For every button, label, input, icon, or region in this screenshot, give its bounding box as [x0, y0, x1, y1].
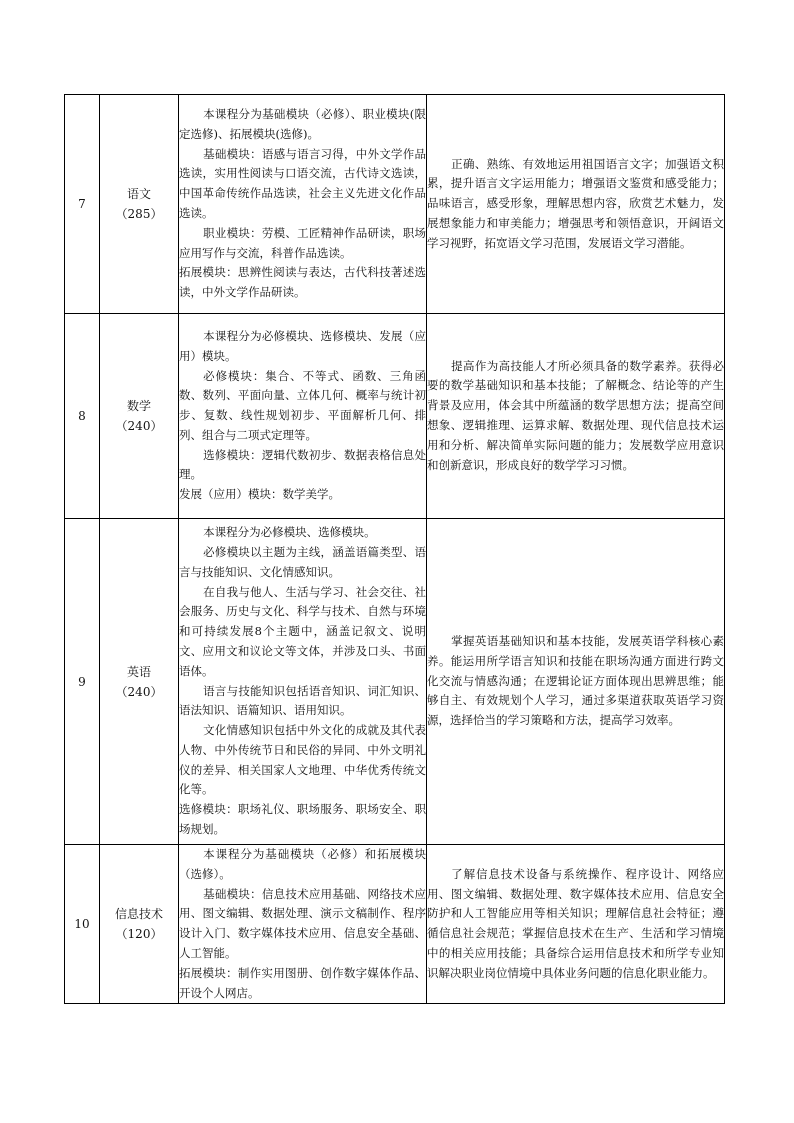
content-paragraph: 本课程分为必修模块、选修模块、发展（应用）模块。 [179, 328, 426, 363]
course-name: 数学 [126, 399, 151, 413]
course-goal-cell [427, 845, 725, 1004]
course-hours: （285） [115, 207, 163, 221]
row-number-cell: 7 [65, 95, 100, 314]
course-goal-cell [427, 519, 725, 845]
course-goal-cell [427, 95, 725, 314]
content-paragraph: 基础模块：信息技术应用基础、网络技术应用、图文编辑、数据处理、演示文稿制作、程序设计入门、数字媒体技术应用、信息安全基础、人工智能。 [179, 886, 426, 960]
content-paragraph: 语言与技能知识包括语音知识、词汇知识、语法知识、语篇知识、语用知识。 [179, 683, 426, 718]
course-name-cell [100, 519, 179, 845]
content-paragraph: 在自我与他人、生活与学习、社会交往、社会服务、历史与文化、科学与技术、自然与环境和可持续发展8个主题中，涵盖记叙文、说明文、应用文和议论文等文体，并涉及口头、书面语体。 [179, 584, 426, 678]
content-paragraph: 本课程分为基础模块（必修）、职业模块(限定选修)、拓展模块(选修)。 [179, 107, 426, 141]
content-paragraph: 本课程分为基础模块（必修）和拓展模块（选修）。 [179, 847, 426, 881]
course-hours: （240） [115, 684, 163, 699]
content-paragraph: 职业模块：劳模、工匠精神作品研读，职场应用写作与交流，科普作品选读。 [179, 225, 426, 260]
course-name: 英语 [126, 664, 151, 679]
content-paragraph: 拓展模块：制作实用图册、创作数字媒体作品、开设个人网店。 [179, 965, 426, 1000]
content-paragraph: 基础模块：语感与语言习得，中外文学作品选读，实用性阅读与口语交流，古代诗文选读，中国革命传统作品选读，社会主义先进文化作品选读。 [179, 146, 426, 220]
course-content-cell [179, 95, 427, 314]
content-paragraph: 选修模块：逻辑代数初步、数据表格信息处理。 [179, 447, 426, 482]
course-hours: （120） [115, 927, 163, 942]
content-paragraph: 发展（应用）模块：数学美学。 [179, 487, 340, 502]
table-row [65, 519, 725, 845]
course-hours: （240） [115, 419, 163, 433]
goal-paragraph: 掌握英语基础知识和基本技能，发展英语学科核心素养。能运用所学语言知识和技能在职场沟通方面进行跨文化交流与情感沟通；在逻辑论证方面体现出思辨思维；能够自主、有效规划个人学习，通过多渠道获取英语学习资源，选择恰当的学习策略和方法，提高学习效率。 [427, 634, 724, 728]
content-paragraph: 必修模块：集合、不等式、函数、三角函数、数列、平面向量、立体几何、概率与统计初步、复数、线性规划初步、平面解析几何、排列、组合与二项式定理等。 [179, 368, 426, 442]
table-row [65, 314, 725, 519]
goal-paragraph: 提高作为高技能人才所必须具备的数学素养。获得必要的数学基础知识和基本技能；了解概念、结论等的产生背景及应用，体会其中所蕴涵的数学思想方法；提高空间想象、逻辑推理、运算求解、数据处理、现代信息技术运用和分析、解决简单实际问题的能力；发展数学应用意识和创新意识，形成良好的数学学习习惯。 [427, 358, 724, 472]
table-row [65, 845, 725, 1004]
table-row [65, 95, 725, 314]
goal-paragraph: 了解信息技术设备与系统操作、程序设计、网络应用、图文编辑、数据处理、数字媒体技术应用、信息安全防护和人工智能应用等相关知识；理解信息社会特征；遵循信息社会规范；掌握信息技术在生产、生活和学习情境中的相关应用技能；具备综合运用信息技术和所学专业知识解决职业岗位情境中具体业务问题的信息化职业能力。 [427, 866, 724, 980]
goal-paragraph: 正确、熟练、有效地运用祖国语言文字；加强语文积累，提升语言文字运用能力；增强语文鉴赏和感受能力；品味语言，感受形象，理解思想内容，欣赏艺术魅力，发展想象能力和审美能力；增强思考和领悟意识，开阔语文学习视野，拓宽语文学习范围，发展语文学习潜能。 [427, 156, 724, 250]
course-name-cell [100, 845, 179, 1004]
course-name-cell [100, 95, 179, 314]
course-name: 信息技术 [114, 907, 163, 922]
content-paragraph: 本课程分为必修模块、选修模块。 [203, 525, 376, 540]
row-number-cell: 10 [65, 845, 100, 1004]
course-goal-cell [427, 314, 725, 519]
content-paragraph: 拓展模块：思辨性阅读与表达，古代科技著述选读，中外文学作品研读。 [179, 265, 426, 300]
course-content-cell [179, 314, 427, 519]
course-name: 语文 [126, 187, 151, 201]
row-number-cell: 8 [65, 314, 100, 519]
row-number-cell: 9 [65, 519, 100, 845]
course-name-cell [100, 314, 179, 519]
content-paragraph: 必修模块以主题为主线，涵盖语篇类型、语言与技能知识、文化情感知识。 [179, 544, 426, 579]
course-content-cell [179, 845, 427, 1004]
course-table [64, 94, 725, 1004]
content-paragraph: 文化情感知识包括中外文化的成就及其代表人物、中外传统节日和民俗的异同、中外文明礼仪的差异、相关国家人文地理、中华优秀传统文化等。 [179, 723, 426, 797]
course-content-cell [179, 519, 427, 845]
content-paragraph: 选修模块：职场礼仪、职场服务、职场安全、职场规划。 [179, 802, 426, 837]
course-table-body [65, 95, 725, 1004]
